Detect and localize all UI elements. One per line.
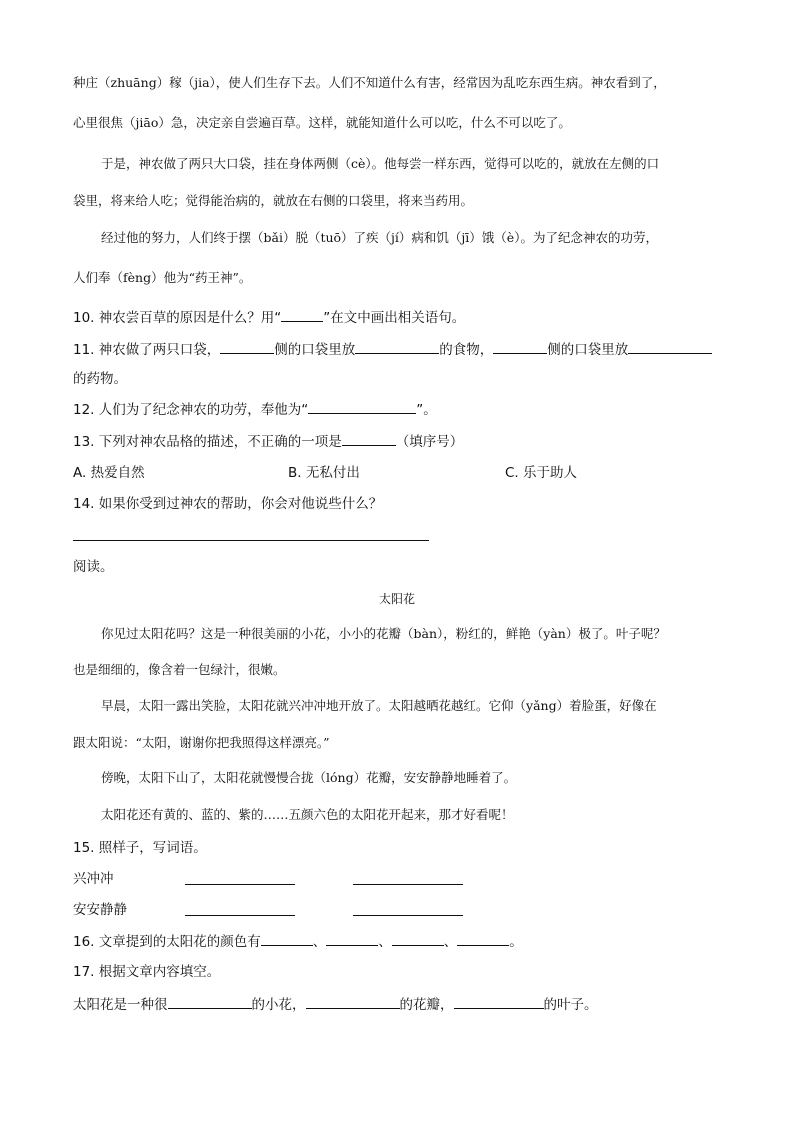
- q13-option-b[interactable]: B. 无私付出: [288, 465, 360, 481]
- q11-blank-2[interactable]: [355, 339, 439, 354]
- question-14: 14. 如果你受到过神农的帮助，你会对他说些什么？: [73, 496, 383, 512]
- reading-label: 阅读。: [73, 559, 114, 575]
- question-12: [73, 399, 437, 420]
- q12-suffix: ”。: [416, 402, 437, 418]
- q13-suffix: （填序号）: [395, 434, 464, 450]
- q12-blank[interactable]: [308, 399, 416, 414]
- q13-blank[interactable]: [342, 431, 396, 446]
- passage-line: 于是，神农做了两只大口袋，挂在身体两侧（cè）。他每尝一样东西，觉得可以吃的，就放在左侧的口: [101, 156, 660, 171]
- passage-line: 种庄（zhuāng）稼（jia），使人们生存下去。人们不知道什么有害，经常因为乱吃东西生病。神农看到了，: [73, 75, 666, 90]
- question-16: [73, 931, 523, 952]
- q16-sep: 、: [312, 934, 327, 950]
- question-13: [73, 431, 463, 452]
- q17-fill: [73, 994, 598, 1015]
- q17-blank-1[interactable]: [168, 994, 252, 1009]
- question-11: [73, 339, 712, 360]
- q11-blank-3[interactable]: [493, 339, 547, 354]
- q10-prefix: 10. 神农尝百草的原因是什么？用“: [73, 310, 282, 326]
- q16-blank-3[interactable]: [392, 931, 444, 946]
- q11-mid2: 的食物，: [439, 342, 494, 358]
- reading-line: 也是细细的，像含着一包绿汁，很嫩。: [73, 662, 286, 677]
- q13-option-a[interactable]: A. 热爱自然: [73, 465, 145, 481]
- q11-blank-1[interactable]: [220, 339, 274, 354]
- q11-prefix: 11. 神农做了两只口袋，: [73, 342, 221, 358]
- q17-blank-3[interactable]: [454, 994, 544, 1009]
- reading-title: 太阳花: [378, 592, 415, 606]
- q15-blank-4[interactable]: [353, 915, 463, 916]
- q17-mid1: 的小花，: [251, 997, 306, 1013]
- reading-line: 你见过太阳花吗？这是一种很美丽的小花，小小的花瓣（bàn），粉红的，鲜艳（yàn）极了。叶子呢？: [101, 626, 666, 641]
- q16-blank-4[interactable]: [457, 931, 509, 946]
- q11-blank-4[interactable]: [628, 339, 712, 354]
- reading-line: 傍晚，太阳下山了，太阳花就慢慢合拢（lóng）花瓣，安安静静地睡着了。: [101, 770, 517, 785]
- passage-line: 经过他的努力，人们终于摆（bǎi）脱（tuō）了疾（jí）病和饥（jī）饿（è）。为了纪念神农的功劳，: [101, 230, 658, 245]
- reading-line: 太阳花还有黄的、蓝的、紫的……五颜六色的太阳花开起来，那才好看呢！: [101, 807, 514, 822]
- reading-line: 跟太阳说：“太阳，谢谢你把我照得这样漂亮。”: [73, 735, 330, 750]
- q16-blank-2[interactable]: [326, 931, 378, 946]
- q16-sep: 、: [443, 934, 458, 950]
- q17-end: 的叶子。: [543, 997, 598, 1013]
- q15-blank-3[interactable]: [185, 915, 295, 916]
- q16-prefix: 16. 文章提到的太阳花的颜色有: [73, 934, 261, 950]
- q16-end: 。: [509, 934, 523, 950]
- q16-blank-1[interactable]: [261, 931, 313, 946]
- passage-line: 心里很焦（jiāo）急，决定亲自尝遍百草。这样，就能知道什么可以吃，什么不可以吃了。: [73, 115, 571, 130]
- reading-line: 早晨，太阳一露出笑脸，太阳花就兴冲冲地开放了。太阳越晒花越红。它仰（yǎng）着脸蛋，好像在: [101, 698, 657, 713]
- q15-blank-1[interactable]: [185, 884, 295, 885]
- q11-mid1: 侧的口袋里放: [274, 342, 356, 358]
- question-15: 15. 照样子，写词语。: [73, 840, 207, 856]
- q10-blank[interactable]: [281, 307, 323, 322]
- q15-blank-2[interactable]: [353, 884, 463, 885]
- q16-sep: 、: [378, 934, 392, 950]
- passage-line: 袋里，将来给人吃；觉得能治病的，就放在右侧的口袋里，将来当药用。: [73, 193, 474, 208]
- q13-option-c[interactable]: C. 乐于助人: [505, 465, 578, 481]
- passage-line: 人们奉（fèng）他为“药王神”。: [73, 270, 252, 285]
- q15-example-1: 兴冲冲: [73, 871, 114, 887]
- question-17: 17. 根据文章内容填空。: [73, 964, 221, 980]
- q17-mid2: 的花瓣，: [399, 997, 454, 1013]
- q11-end: 的药物。: [73, 371, 127, 387]
- q12-prefix: 12. 人们为了纪念神农的功劳，奉他为“: [73, 402, 309, 418]
- q17-blank-2[interactable]: [306, 994, 400, 1009]
- q17-prefix: 太阳花是一种很: [73, 997, 168, 1013]
- q15-example-2: 安安静静: [73, 902, 127, 918]
- question-10: [73, 307, 465, 328]
- q10-suffix: ”在文中画出相关语句。: [323, 310, 466, 326]
- q11-mid3: 侧的口袋里放: [547, 342, 629, 358]
- q14-answer-line[interactable]: [73, 540, 429, 541]
- q13-prefix: 13. 下列对神农品格的描述，不正确的一项是: [73, 434, 342, 450]
